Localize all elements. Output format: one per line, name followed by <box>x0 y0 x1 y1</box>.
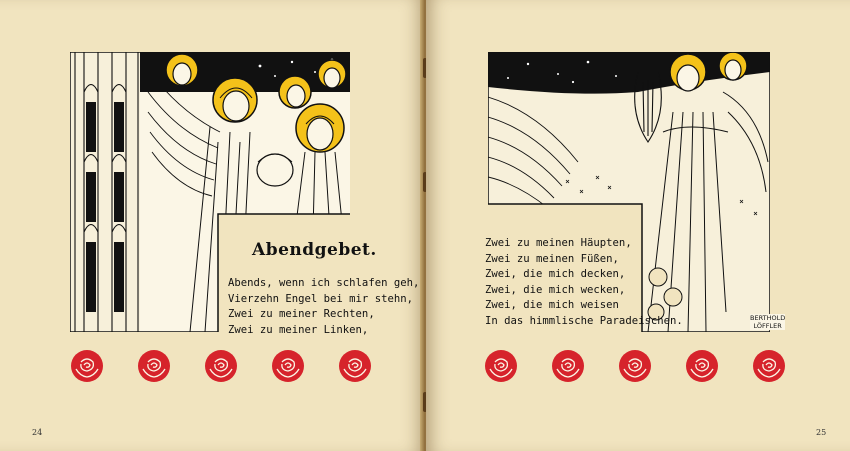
verse-line: Abends, wenn ich schlafen geh, <box>228 277 420 289</box>
verse-line: Zwei zu meiner Rechten, <box>228 308 375 321</box>
verse-line: Zwei, die mich decken, <box>485 268 626 281</box>
rose-border-left <box>70 349 372 383</box>
rose-ornament <box>70 349 104 383</box>
rose-ornament <box>271 349 305 383</box>
right-page <box>426 0 850 451</box>
poem-title: Abendgebet. <box>252 240 377 260</box>
rose-ornament <box>551 349 585 383</box>
rose-ornament <box>137 349 171 383</box>
verse-line: In das himmlische Paradeischen. <box>485 314 683 327</box>
verse-line: Zwei zu meiner Linken, <box>228 323 369 336</box>
verse-line: Vierzehn Engel bei mir stehn, <box>228 292 413 305</box>
verse-line: Zwei zu meinen Füßen, <box>485 252 619 265</box>
rose-ornament <box>752 349 786 383</box>
left-page <box>0 0 424 451</box>
rose-ornament <box>204 349 238 383</box>
verse-line: Zwei, die mich wecken, <box>485 283 626 296</box>
page-number-right: 25 <box>816 428 827 437</box>
verse-line: Zwei zu meinen Häupten, <box>485 237 632 249</box>
poem-verses-left <box>228 276 419 338</box>
poem-verses-right <box>485 236 683 330</box>
page-number-left: 24 <box>32 428 43 437</box>
signature-line: BERTHOLD <box>750 314 786 322</box>
rose-ornament <box>685 349 719 383</box>
artist-signature <box>750 314 785 330</box>
rose-ornament <box>484 349 518 383</box>
verse-line: Zwei, die mich weisen <box>485 299 619 312</box>
signature-line: LÖFFLER <box>753 322 782 330</box>
rose-ornament <box>618 349 652 383</box>
rose-ornament <box>338 349 372 383</box>
rose-border-right <box>484 349 786 383</box>
